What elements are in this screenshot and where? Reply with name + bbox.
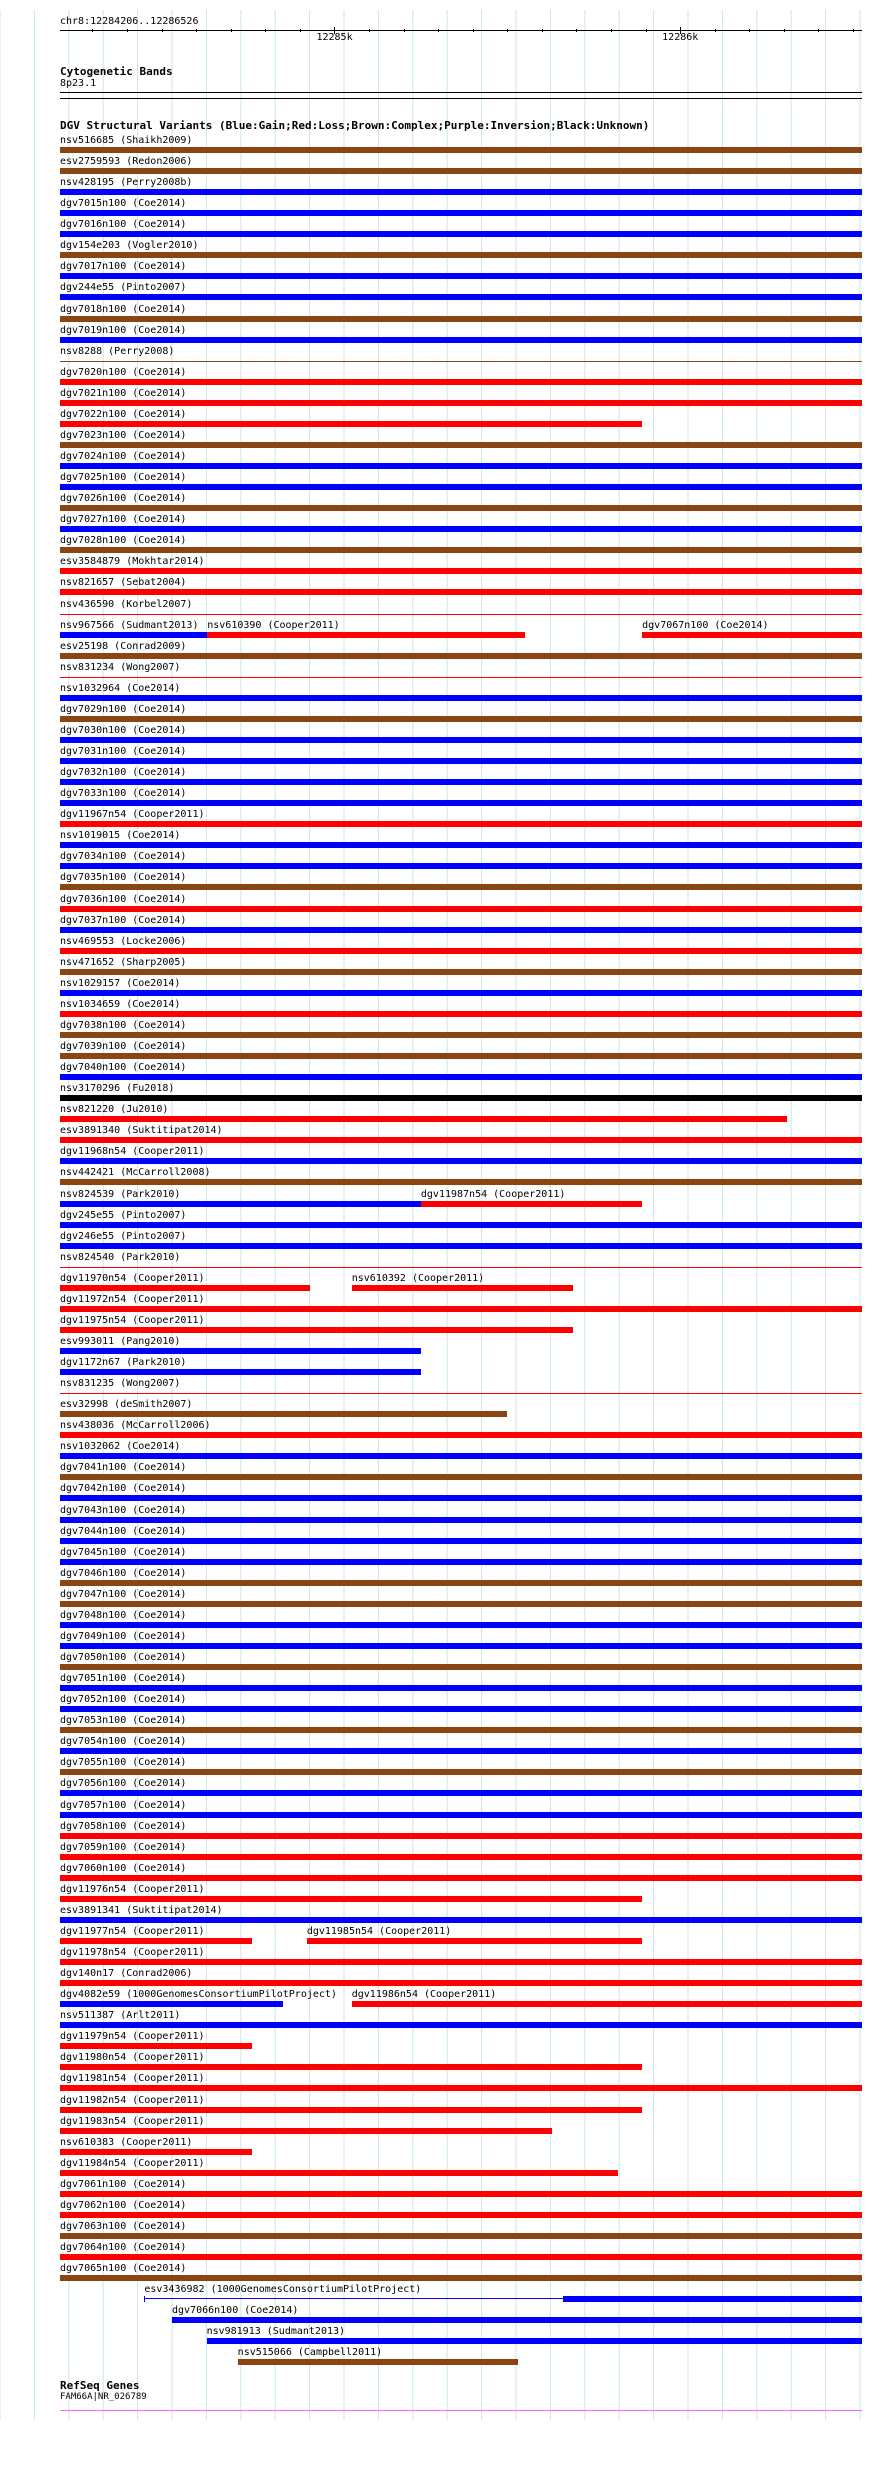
sv-label[interactable]: dgv7066n100 (Coe2014)	[172, 2305, 299, 2317]
sv-label[interactable]: dgv7048n100 (Coe2014)	[60, 1609, 187, 1621]
sv-feature[interactable]	[60, 1179, 862, 1185]
sv-label[interactable]: dgv11977n54 (Cooper2011)	[60, 1925, 205, 1937]
sv-feature[interactable]	[563, 2296, 862, 2302]
sv-feature[interactable]	[60, 1285, 310, 1291]
sv-feature[interactable]	[60, 653, 862, 659]
sv-label[interactable]: nsv610390 (Cooper2011)	[207, 619, 340, 631]
sv-label[interactable]: dgv7022n100 (Coe2014)	[60, 408, 187, 420]
sv-feature[interactable]	[60, 1074, 862, 1080]
sv-feature[interactable]	[60, 737, 862, 743]
sv-label[interactable]: nsv471652 (Sharp2005)	[60, 956, 187, 968]
sv-label[interactable]: dgv7025n100 (Coe2014)	[60, 472, 187, 484]
sv-label[interactable]: dgv7044n100 (Coe2014)	[60, 1525, 187, 1537]
sv-feature[interactable]	[60, 1580, 862, 1586]
sv-label[interactable]: dgv7054n100 (Coe2014)	[60, 1736, 187, 1748]
sv-label[interactable]: nsv442421 (McCarroll2008)	[60, 1167, 211, 1179]
sv-label[interactable]: dgv7067n100 (Coe2014)	[642, 619, 769, 631]
ruler-tick	[646, 29, 647, 32]
sv-feature[interactable]	[60, 1011, 862, 1017]
sv-label[interactable]: nsv1032964 (Coe2014)	[60, 682, 181, 694]
sv-feature[interactable]	[60, 2254, 862, 2260]
sv-label[interactable]: dgv4082e59 (1000GenomesConsortiumPilotProject)	[60, 1989, 337, 2001]
refseq-gene-feature[interactable]	[60, 2410, 862, 2411]
ruler-tick	[231, 29, 232, 32]
sv-feature[interactable]	[60, 1812, 862, 1818]
track-separator	[60, 98, 862, 99]
sv-feature[interactable]	[60, 526, 862, 532]
sv-label[interactable]: dgv7031n100 (Coe2014)	[60, 746, 187, 758]
sv-label[interactable]: dgv11987n54 (Cooper2011)	[420, 1188, 566, 1200]
sv-feature[interactable]	[60, 716, 862, 722]
sv-label[interactable]: nsv821657 (Sebat2004)	[60, 577, 187, 589]
ruler-tick	[438, 29, 439, 32]
sv-label[interactable]: dgv7056n100 (Coe2014)	[60, 1778, 187, 1790]
sv-feature[interactable]	[60, 589, 862, 595]
sv-feature[interactable]	[60, 2107, 642, 2113]
sv-feature[interactable]	[60, 969, 862, 975]
sv-feature[interactable]	[60, 1243, 862, 1249]
sv-feature[interactable]	[60, 1896, 642, 1902]
sv-feature[interactable]	[60, 568, 862, 574]
sv-feature[interactable]	[60, 1453, 862, 1459]
sv-label[interactable]: esv993011 (Pang2010)	[60, 1335, 181, 1347]
sv-label[interactable]: dgv7061n100 (Coe2014)	[60, 2178, 187, 2190]
sv-label[interactable]: nsv824540 (Park2010)	[60, 1251, 181, 1263]
ruler-tick	[715, 29, 716, 32]
sv-feature[interactable]	[60, 273, 862, 279]
sv-label[interactable]: dgv7046n100 (Coe2014)	[60, 1567, 187, 1579]
cytoband-label: 8p23.1	[60, 78, 97, 89]
sv-label[interactable]: esv3584879 (Mokhtar2014)	[60, 556, 205, 568]
sv-label[interactable]: dgv7053n100 (Coe2014)	[60, 1715, 187, 1727]
sv-label[interactable]: dgv7036n100 (Coe2014)	[60, 893, 187, 905]
sv-feature[interactable]	[172, 2317, 862, 2323]
sv-feature[interactable]	[60, 1769, 862, 1775]
sv-label[interactable]: nsv1034659 (Coe2014)	[60, 998, 181, 1010]
sv-label[interactable]: esv2759593 (Redon2006)	[60, 156, 193, 168]
sv-label[interactable]: esv25198 (Conrad2009)	[60, 640, 187, 652]
sv-label[interactable]: dgv11983n54 (Cooper2011)	[60, 2115, 205, 2127]
refseq-title[interactable]: RefSeq Genes	[60, 2379, 140, 2392]
sv-label[interactable]: dgv7047n100 (Coe2014)	[60, 1588, 187, 1600]
sv-feature[interactable]	[60, 863, 862, 869]
sv-label[interactable]: nsv831234 (Wong2007)	[60, 661, 181, 673]
sv-label[interactable]: nsv1032062 (Coe2014)	[60, 1441, 181, 1453]
sv-feature[interactable]	[307, 1938, 642, 1944]
sv-feature[interactable]	[60, 337, 862, 343]
sv-feature[interactable]	[60, 927, 862, 933]
sv-feature[interactable]	[60, 2191, 862, 2197]
sv-label[interactable]: dgv11980n54 (Cooper2011)	[60, 2052, 205, 2064]
sv-feature[interactable]	[60, 1980, 862, 1986]
sv-feature[interactable]	[60, 252, 862, 258]
sv-feature[interactable]	[60, 189, 862, 195]
sv-label[interactable]: nsv981913 (Sudmant2013)	[206, 2326, 346, 2338]
sv-feature[interactable]	[60, 2212, 862, 2218]
ruler-tick	[300, 29, 301, 32]
sv-label[interactable]: nsv515066 (Campbell2011)	[237, 2347, 383, 2359]
sv-label[interactable]: dgv11976n54 (Cooper2011)	[60, 1883, 205, 1895]
sv-label[interactable]: dgv7043n100 (Coe2014)	[60, 1504, 187, 1516]
sv-feature[interactable]	[60, 779, 862, 785]
sv-label[interactable]: dgv7050n100 (Coe2014)	[60, 1652, 187, 1664]
sv-label[interactable]: dgv7039n100 (Coe2014)	[60, 1041, 187, 1052]
ruler-tick	[784, 29, 785, 32]
sv-feature[interactable]	[60, 758, 862, 764]
sv-label[interactable]: nsv516685 (Shaikh2009)	[60, 135, 193, 146]
sv-label[interactable]: dgv7034n100 (Coe2014)	[60, 851, 187, 863]
sv-feature[interactable]	[60, 948, 862, 954]
sv-feature[interactable]	[60, 1116, 787, 1122]
sv-label[interactable]: dgv11975n54 (Cooper2011)	[60, 1314, 205, 1326]
sv-label[interactable]: dgv11985n54 (Cooper2011)	[306, 1925, 452, 1937]
sv-feature[interactable]	[60, 147, 862, 153]
sv-label[interactable]: dgv7052n100 (Coe2014)	[60, 1694, 187, 1706]
sv-feature[interactable]	[60, 1158, 862, 1164]
sv-feature[interactable]	[60, 484, 862, 490]
sv-feature[interactable]	[60, 1727, 862, 1733]
ruler-tick	[92, 29, 93, 32]
sv-label[interactable]: dgv7030n100 (Coe2014)	[60, 724, 187, 736]
sv-feature[interactable]	[60, 1664, 862, 1670]
sv-label[interactable]: dgv7063n100 (Coe2014)	[60, 2220, 187, 2232]
sv-label[interactable]: nsv610392 (Cooper2011)	[351, 1272, 485, 1284]
sv-label[interactable]: dgv11979n54 (Cooper2011)	[60, 2031, 205, 2043]
sv-label[interactable]: dgv7026n100 (Coe2014)	[60, 493, 187, 505]
sv-label[interactable]: dgv7040n100 (Coe2014)	[60, 1062, 187, 1074]
sv-feature[interactable]	[60, 614, 862, 615]
ruler-label: 12286k	[662, 32, 699, 43]
sv-label[interactable]: dgv11978n54 (Cooper2011)	[60, 1947, 205, 1959]
ruler-tick	[404, 29, 405, 32]
sv-feature[interactable]	[60, 1938, 252, 1944]
ruler-tick	[507, 29, 508, 32]
sv-label[interactable]: dgv154e203 (Vogler2010)	[60, 240, 199, 252]
sv-label[interactable]: nsv469553 (Locke2006)	[60, 935, 187, 947]
sv-feature[interactable]	[60, 463, 862, 469]
sv-feature[interactable]	[60, 2149, 252, 2155]
sv-label[interactable]: dgv7042n100 (Coe2014)	[60, 1483, 187, 1495]
sv-feature[interactable]	[60, 2170, 618, 2176]
sv-label[interactable]: dgv7049n100 (Coe2014)	[60, 1630, 187, 1642]
sv-label[interactable]: dgv11967n54 (Cooper2011)	[60, 809, 205, 821]
sv-feature[interactable]	[60, 632, 207, 638]
sv-feature[interactable]	[60, 1432, 862, 1438]
sv-feature[interactable]	[60, 1053, 862, 1059]
sv-feature[interactable]	[60, 1790, 862, 1796]
ruler-tick	[542, 29, 543, 32]
sv-label[interactable]: dgv7017n100 (Coe2014)	[60, 261, 187, 273]
sv-feature[interactable]	[60, 2064, 642, 2070]
sv-feature[interactable]	[60, 421, 642, 427]
cytoband-ideogram	[60, 92, 862, 93]
sv-feature[interactable]	[60, 361, 862, 362]
sv-label[interactable]: dgv7038n100 (Coe2014)	[60, 1019, 187, 1031]
sv-label[interactable]: nsv610383 (Cooper2011)	[60, 2136, 193, 2148]
sv-feature[interactable]	[60, 1348, 421, 1354]
sv-feature[interactable]	[60, 677, 862, 678]
sv-label[interactable]: nsv8288 (Perry2008)	[60, 345, 175, 357]
ruler-tick	[749, 29, 750, 32]
sv-feature[interactable]	[60, 1538, 862, 1544]
sv-label[interactable]: dgv244e55 (Pinto2007)	[60, 282, 187, 294]
sv-label[interactable]: dgv140n17 (Conrad2006)	[60, 1968, 193, 1980]
sv-feature[interactable]	[60, 2275, 862, 2281]
sv-label[interactable]: nsv824539 (Park2010)	[60, 1188, 181, 1200]
sv-label[interactable]: dgv7037n100 (Coe2014)	[60, 914, 187, 926]
sv-label[interactable]: dgv11972n54 (Cooper2011)	[60, 1293, 205, 1305]
sv-feature[interactable]	[60, 168, 862, 174]
sv-feature-thin	[144, 2298, 562, 2299]
sv-feature[interactable]	[60, 1685, 862, 1691]
sv-feature[interactable]	[60, 1032, 862, 1038]
ruler-tick	[576, 29, 577, 32]
sv-feature[interactable]	[60, 400, 862, 406]
sv-label[interactable]: dgv7019n100 (Coe2014)	[60, 324, 187, 336]
sv-feature[interactable]	[60, 1393, 862, 1394]
sv-feature[interactable]	[60, 1137, 862, 1143]
sv-label[interactable]: dgv7032n100 (Coe2014)	[60, 767, 187, 779]
sv-label[interactable]: dgv7057n100 (Coe2014)	[60, 1799, 187, 1811]
sv-feature[interactable]	[60, 2043, 252, 2049]
ruler-tick	[611, 29, 612, 32]
sv-label[interactable]: dgv1172n67 (Park2010)	[60, 1357, 187, 1369]
sv-label[interactable]: dgv11986n54 (Cooper2011)	[351, 1989, 497, 2001]
sv-label[interactable]: dgv7058n100 (Coe2014)	[60, 1820, 187, 1832]
sv-feature[interactable]	[60, 1601, 862, 1607]
sv-label[interactable]: esv3891341 (Suktitipat2014)	[60, 1904, 223, 1916]
cytoband-title[interactable]: Cytogenetic Bands	[60, 65, 173, 78]
sv-label[interactable]: nsv438036 (McCarroll2006)	[60, 1420, 211, 1432]
sv-feature[interactable]	[60, 1306, 862, 1312]
sv-label[interactable]: nsv1019015 (Coe2014)	[60, 830, 181, 842]
sv-feature[interactable]	[60, 2233, 862, 2239]
sv-label[interactable]: dgv7035n100 (Coe2014)	[60, 872, 187, 884]
sv-label[interactable]: dgv7051n100 (Coe2014)	[60, 1673, 187, 1685]
dgv-title[interactable]: DGV Structural Variants (Blue:Gain;Red:Loss;Brown:Complex;Purple:Inversion;Black:Unknown)	[60, 119, 650, 132]
ruler-baseline	[60, 30, 862, 31]
sv-feature[interactable]	[207, 2338, 862, 2344]
sv-feature[interactable]	[60, 1559, 862, 1565]
sv-feature[interactable]	[60, 1411, 507, 1417]
sv-feature[interactable]	[60, 1201, 421, 1207]
sv-label[interactable]: dgv7041n100 (Coe2014)	[60, 1462, 187, 1474]
sv-label[interactable]: dgv7029n100 (Coe2014)	[60, 703, 187, 715]
sv-feature[interactable]	[60, 800, 862, 806]
sv-feature[interactable]	[60, 906, 862, 912]
sv-label[interactable]: nsv436590 (Korbel2007)	[60, 598, 193, 610]
sv-label[interactable]: dgv7033n100 (Coe2014)	[60, 788, 187, 800]
sv-feature[interactable]	[60, 1327, 573, 1333]
ruler-tick	[127, 29, 128, 32]
sv-label[interactable]: dgv7065n100 (Coe2014)	[60, 2263, 187, 2275]
sv-feature-cap	[144, 2296, 145, 2302]
sv-label[interactable]: esv32998 (deSmith2007)	[60, 1399, 193, 1411]
sv-feature[interactable]	[60, 1622, 862, 1628]
sv-label[interactable]: dgv246e55 (Pinto2007)	[60, 1230, 187, 1242]
sv-feature[interactable]	[60, 884, 862, 890]
sv-feature[interactable]	[60, 1917, 862, 1923]
sv-feature[interactable]	[60, 695, 862, 701]
sv-feature[interactable]	[60, 1833, 862, 1839]
sv-feature[interactable]	[60, 2128, 552, 2134]
region-label: chr8:12284206..12286526	[60, 16, 199, 27]
sv-feature[interactable]	[60, 1517, 862, 1523]
sv-label[interactable]: nsv821220 (Ju2010)	[60, 1104, 169, 1116]
sv-feature[interactable]	[60, 990, 862, 996]
sv-feature[interactable]	[60, 1854, 862, 1860]
sv-feature[interactable]	[60, 1959, 862, 1965]
ruler-tick	[818, 29, 819, 32]
sv-label[interactable]: dgv7018n100 (Coe2014)	[60, 303, 187, 315]
sv-feature[interactable]	[60, 294, 862, 300]
sv-feature[interactable]	[60, 316, 862, 322]
ruler-tick	[369, 29, 370, 32]
sv-label[interactable]: nsv511387 (Arlt2011)	[60, 2010, 181, 2022]
sv-feature[interactable]	[352, 1285, 573, 1291]
sv-feature[interactable]	[60, 1267, 862, 1268]
sv-feature[interactable]	[60, 1643, 862, 1649]
sv-feature[interactable]	[60, 210, 862, 216]
sv-label[interactable]: dgv7060n100 (Coe2014)	[60, 1862, 187, 1874]
sv-feature[interactable]	[60, 821, 862, 827]
sv-label[interactable]: esv3891340 (Suktitipat2014)	[60, 1125, 223, 1137]
sv-label[interactable]: dgv7027n100 (Coe2014)	[60, 514, 187, 526]
sv-label[interactable]: dgv7021n100 (Coe2014)	[60, 387, 187, 399]
sv-feature[interactable]	[60, 2001, 283, 2007]
ruler-tick	[265, 29, 266, 32]
ruler-label: 12285k	[316, 32, 353, 43]
sv-label[interactable]: dgv7020n100 (Coe2014)	[60, 366, 187, 378]
sv-label[interactable]: dgv11981n54 (Cooper2011)	[60, 2073, 205, 2085]
sv-label[interactable]: nsv428195 (Perry2008b)	[60, 177, 193, 189]
sv-feature[interactable]	[60, 1369, 421, 1375]
sv-feature[interactable]	[60, 505, 862, 511]
sv-feature[interactable]	[60, 1095, 862, 1101]
sv-label[interactable]: dgv11982n54 (Cooper2011)	[60, 2094, 205, 2106]
sv-label[interactable]: dgv11968n54 (Cooper2011)	[60, 1146, 205, 1158]
sv-feature[interactable]	[60, 1748, 862, 1754]
ruler-tick	[853, 29, 854, 32]
sv-feature[interactable]	[642, 632, 862, 638]
sv-label[interactable]: dgv7028n100 (Coe2014)	[60, 535, 187, 547]
sv-label[interactable]: dgv245e55 (Pinto2007)	[60, 1209, 187, 1221]
sv-label[interactable]: dgv7023n100 (Coe2014)	[60, 429, 187, 441]
sv-label[interactable]: dgv11984n54 (Cooper2011)	[60, 2157, 205, 2169]
sv-feature[interactable]	[60, 2085, 862, 2091]
ruler-tick	[196, 29, 197, 32]
sv-label[interactable]: nsv831235 (Wong2007)	[60, 1378, 181, 1390]
sv-feature[interactable]	[60, 1706, 862, 1712]
sv-feature[interactable]	[60, 1495, 862, 1501]
sv-feature[interactable]	[60, 1875, 862, 1881]
sv-feature[interactable]	[60, 442, 862, 448]
sv-feature[interactable]	[60, 547, 862, 553]
sv-label[interactable]: dgv7062n100 (Coe2014)	[60, 2199, 187, 2211]
sv-feature[interactable]	[60, 842, 862, 848]
sv-feature[interactable]	[60, 2022, 862, 2028]
refseq-gene-label[interactable]: FAM66A|NR_026789	[60, 2392, 147, 2402]
sv-label[interactable]: dgv11970n54 (Cooper2011)	[60, 1272, 205, 1284]
sv-feature[interactable]	[238, 2359, 518, 2365]
sv-label[interactable]: nsv3170296 (Fu2018)	[60, 1083, 175, 1095]
sv-label[interactable]: dgv7016n100 (Coe2014)	[60, 219, 187, 231]
sv-label[interactable]: dgv7055n100 (Coe2014)	[60, 1757, 187, 1769]
sv-label[interactable]: dgv7045n100 (Coe2014)	[60, 1546, 187, 1558]
sv-label[interactable]: nsv1029157 (Coe2014)	[60, 977, 181, 989]
ruler-tick	[162, 29, 163, 32]
sv-label[interactable]: dgv7064n100 (Coe2014)	[60, 2242, 187, 2253]
sv-feature[interactable]	[60, 1222, 862, 1228]
sv-feature[interactable]	[207, 632, 524, 638]
sv-label[interactable]: esv3436982 (1000GenomesConsortiumPilotProject)	[144, 2284, 422, 2296]
sv-feature[interactable]	[421, 1201, 642, 1207]
sv-feature[interactable]	[60, 231, 862, 237]
sv-label[interactable]: dgv7015n100 (Coe2014)	[60, 198, 187, 210]
sv-label[interactable]: dgv7059n100 (Coe2014)	[60, 1841, 187, 1853]
sv-feature[interactable]	[60, 1474, 862, 1480]
ruler-tick	[473, 29, 474, 32]
sv-label[interactable]: nsv967566 (Sudmant2013)	[60, 619, 199, 631]
sv-feature[interactable]	[60, 379, 862, 385]
sv-feature[interactable]	[352, 2001, 862, 2007]
sv-label[interactable]: dgv7024n100 (Coe2014)	[60, 451, 187, 463]
